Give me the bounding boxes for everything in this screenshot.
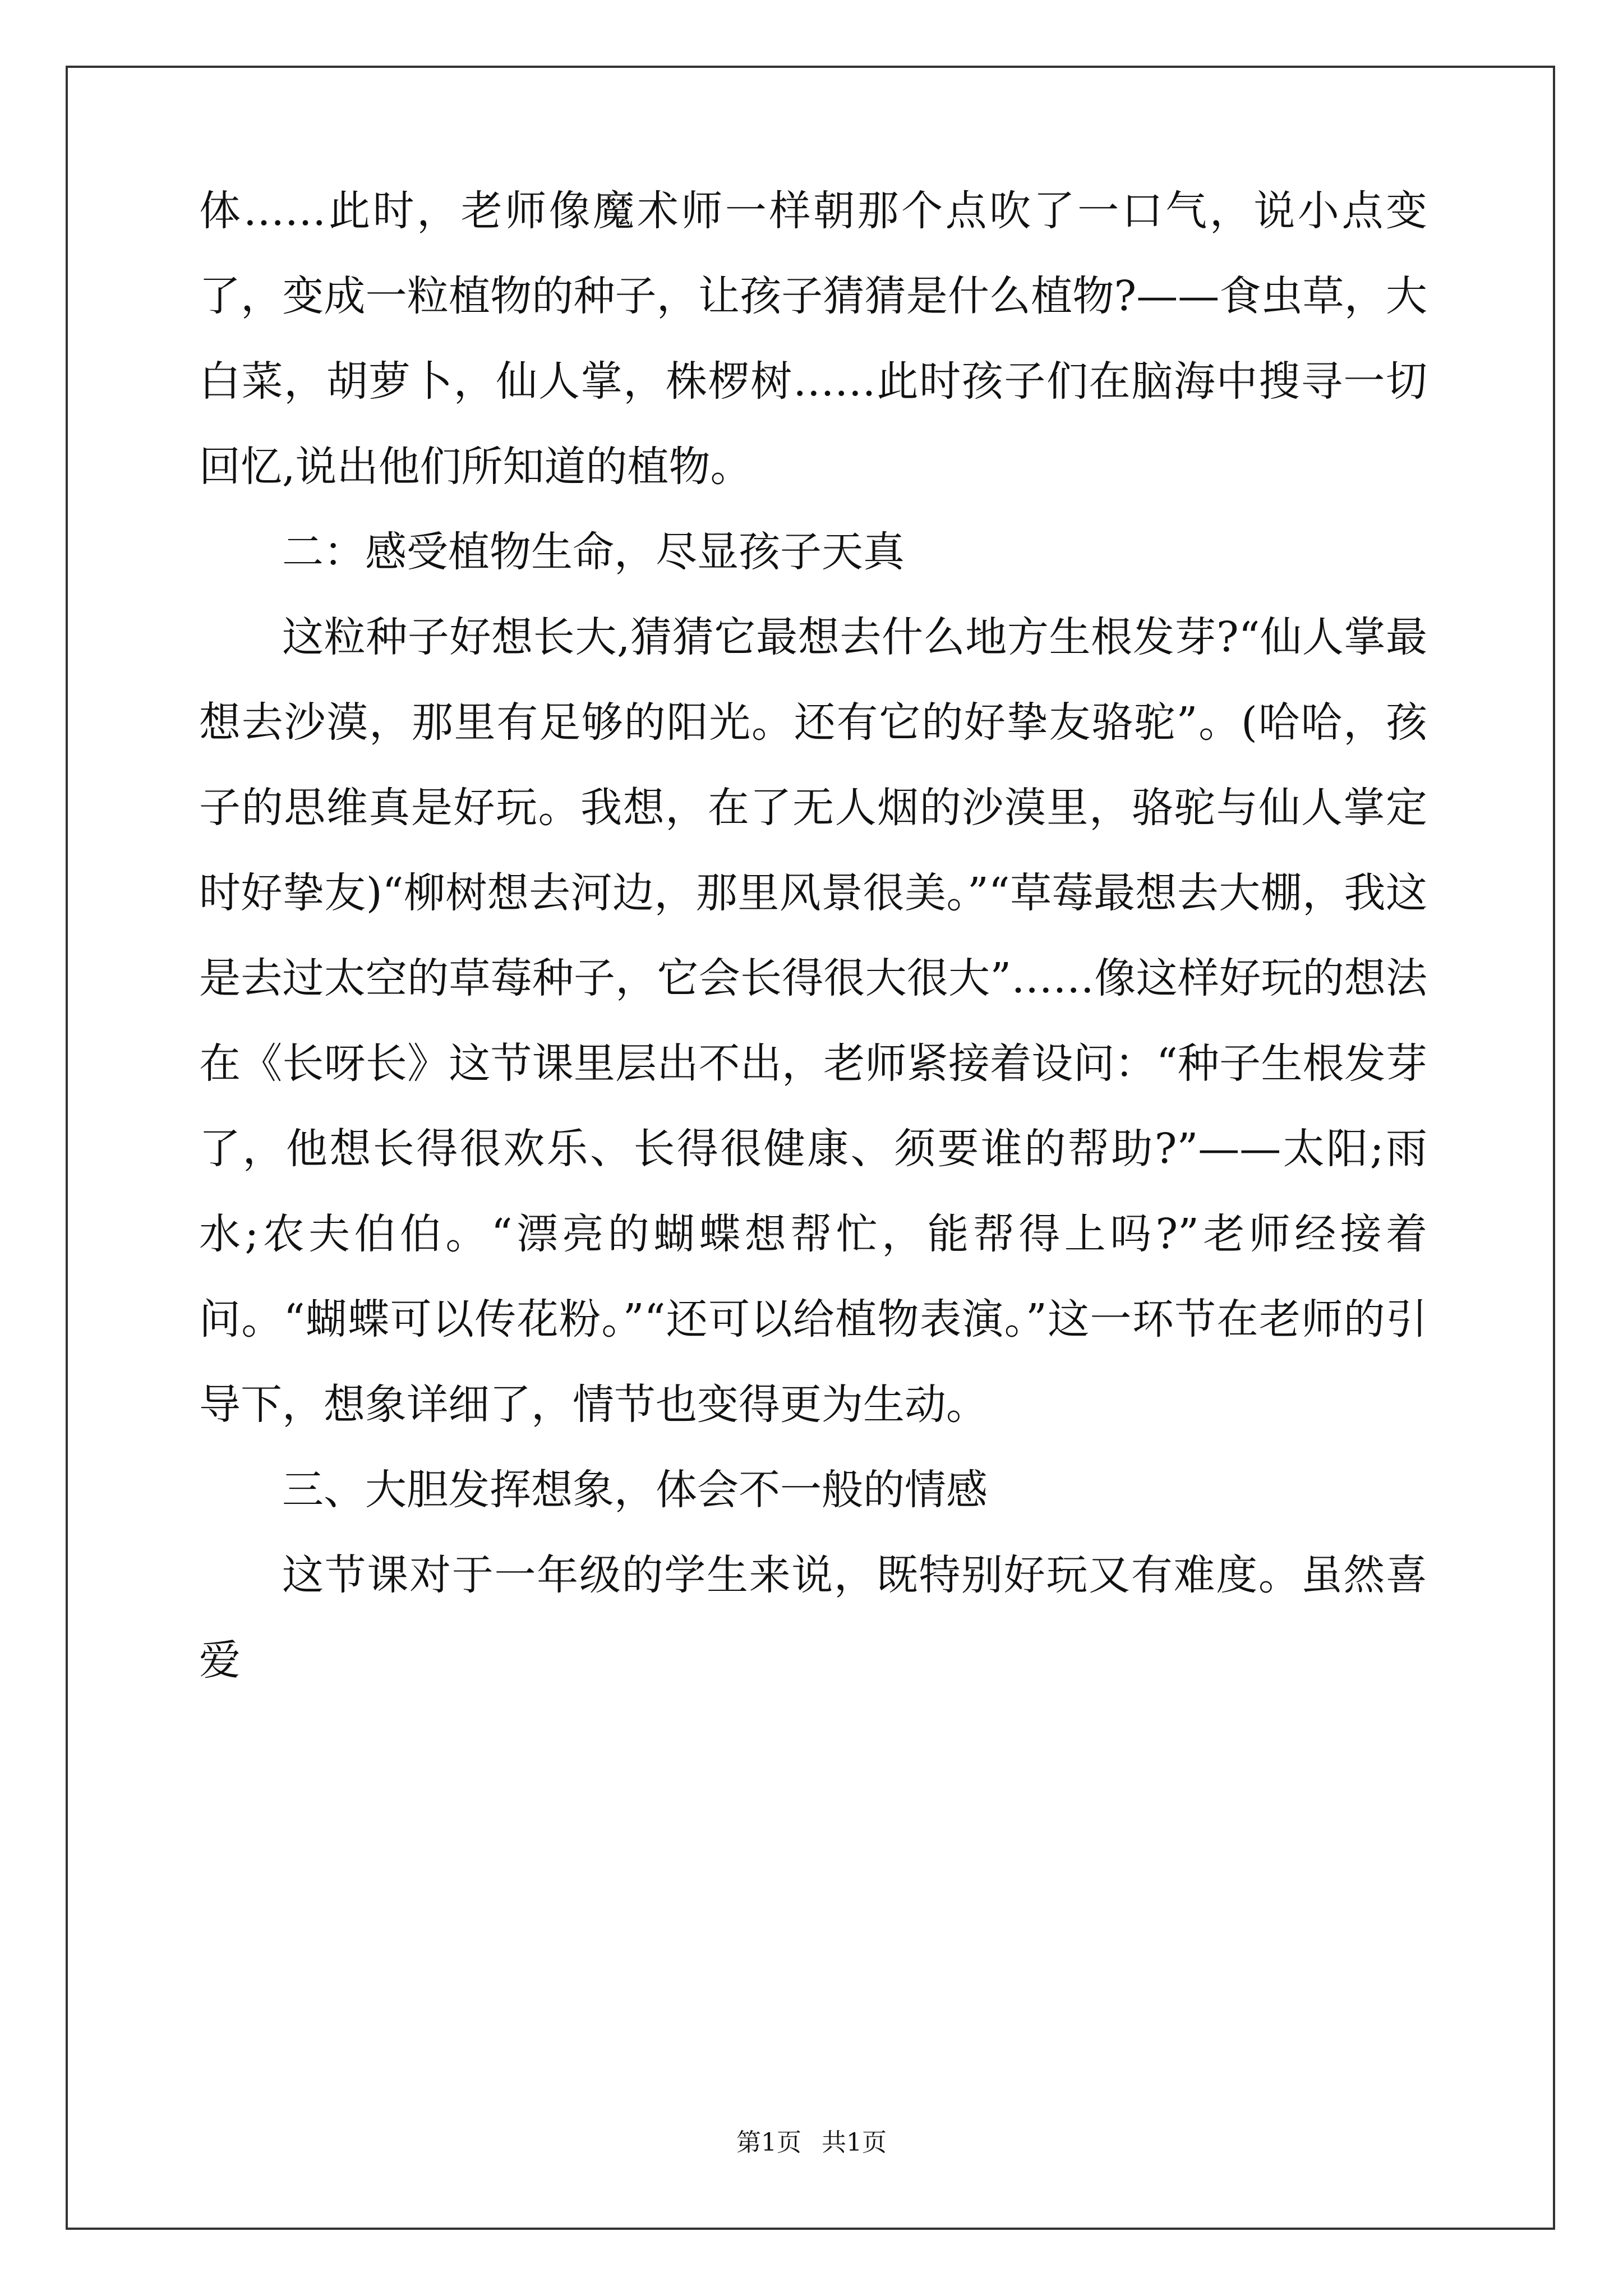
heading-section-2: 二：感受植物生命，尽显孩子天真: [282, 528, 905, 576]
heading-section-3: 三、大胆发挥想象，体会不一般的情感: [282, 1466, 988, 1514]
paragraph-2: 这粒种子好想长大,猜猜它最想去什么地方生根发芽?“仙人掌最想去沙漠，那里有足够的阳光。还有它的好挚友骆驼”。(哈哈，孩子的思维真是好玩。我想，在了无人烟的沙漠里，骆驼与仙人掌定时好挚友)“柳树想去河边，那里风景很美。”“草莓最想去大棚，我这是去过太空的草莓种子，它会长得很大很大”……像这样好玩的想法在《长呀长》这节课里层出不出，老师紧接着设问：“种子生根发芽了，他想长得很欢乐、长得很健康、须要谁的帮助?”——太阳;雨水;农夫伯伯。“漂亮的蝴蝶想帮忙，能帮得上吗?”老师经接着问。“蝴蝶可以传花粉。”“还可以给植物表演。”这一环节在老师的引导下，想象详细了，情节也变得更为生动。: [199, 613, 1427, 1429]
document-body: [199, 168, 1427, 1703]
page-total: 共1页: [822, 2128, 887, 2157]
paragraph-3: 这节课对于一年级的学生来说，既特别好玩又有难度。虽然喜爱: [199, 1551, 1427, 1685]
page-number: 第1页: [736, 2128, 801, 2157]
paragraph-1: 体……此时，老师像魔术师一样朝那个点吹了一口气，说小点变了，变成一粒植物的种子，让孩子猜猜是什么植物?——食虫草，大白菜，胡萝卜，仙人掌，株椤树……此时孩子们在脑海中搜寻一切回忆,说出他们所知道的植物。: [199, 187, 1427, 491]
page-footer: [0, 2126, 1623, 2160]
